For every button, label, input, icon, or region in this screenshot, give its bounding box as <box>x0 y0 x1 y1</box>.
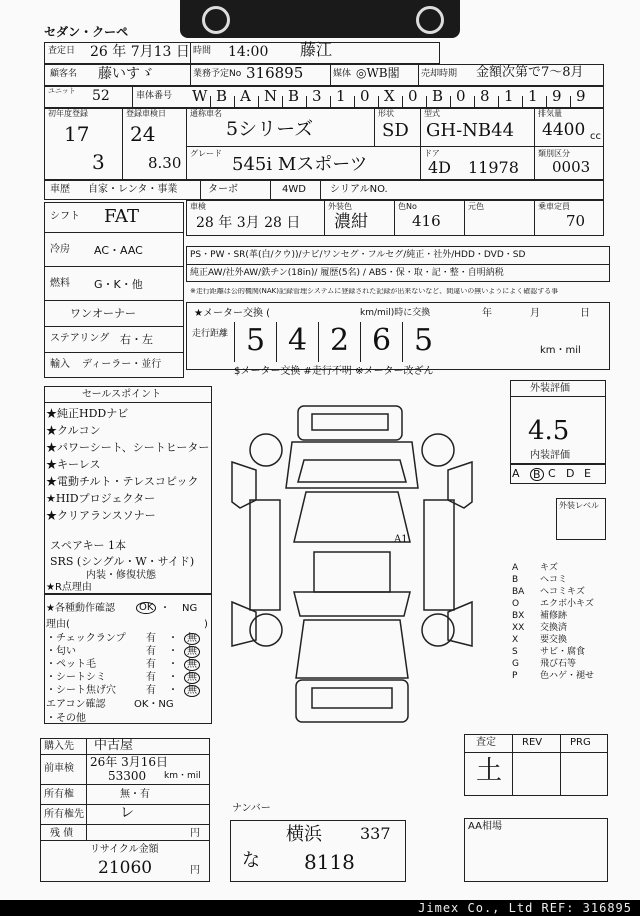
balance-label: 残 債 <box>50 828 74 839</box>
mileage-notice: ※走行距離は公的機関(NAK)記録管理システムに登録された記録が出来ないなど、間違いの無いようによく確認する事 <box>190 288 559 295</box>
odometer-divider <box>318 322 319 362</box>
distance-label: 走行距離 <box>192 329 229 339</box>
serial-label: シリアルNO. <box>330 184 388 195</box>
check-separator: ・ <box>168 672 178 683</box>
first-reg-month: 3 <box>92 150 105 174</box>
owner-value: レ <box>120 805 134 821</box>
grade-value: 545i Mスポーツ <box>232 154 368 175</box>
ops-ng: NG <box>182 603 198 614</box>
meter-year: 年 <box>482 308 492 319</box>
sales-point-item: ★純正HDDナビ <box>46 407 129 420</box>
reason-label: 理由( <box>46 619 70 630</box>
ops-label: ★各種動作確認 <box>46 603 115 614</box>
time-label: 時間 <box>193 46 212 56</box>
client-label: 顧客名 <box>50 69 78 79</box>
expiry-day: 8.30 <box>148 154 182 172</box>
chassis-char: A <box>240 87 251 105</box>
chassis-divider <box>450 96 451 108</box>
capacity-value: 70 <box>566 212 586 230</box>
legend-desc: 要交換 <box>540 635 568 645</box>
check-yes: 有 <box>146 659 156 670</box>
chassis-char: 1 <box>336 87 346 105</box>
class-label: 類別区分 <box>538 149 570 158</box>
chassis-divider <box>546 96 547 108</box>
model-name-label: 通称車名 <box>190 109 222 118</box>
check-label: ・シートシミ <box>46 672 106 683</box>
odometer-divider <box>276 322 277 362</box>
check-no: 無 <box>184 646 200 658</box>
category-label: セダン・クーペ <box>44 25 129 39</box>
type-value: GH-NB44 <box>426 120 515 141</box>
sales-point-item: ★パワーシート、シートヒーター <box>46 441 210 454</box>
check-separator: ・ <box>168 685 178 696</box>
chassis-char: B <box>432 87 444 105</box>
condition-title: 内装・修復状態 <box>86 570 156 581</box>
footer-bar <box>0 900 640 916</box>
shift-value: FAT <box>104 206 139 227</box>
sales-point-item: ★クリアランスソナー <box>46 509 156 522</box>
srs-value: SRS (シングル・W・サイド) <box>50 555 195 568</box>
check-separator: ・ <box>168 633 178 644</box>
usage-value: 自家・レンタ・事業 <box>88 184 178 195</box>
odometer-divider <box>234 322 235 362</box>
exterior-rating: 4.5 <box>528 416 570 446</box>
sale-no: 316895 <box>246 64 304 82</box>
legend-code: S <box>512 647 518 657</box>
turbo-label: ターボ <box>208 184 238 195</box>
condition-other: ・その他 <box>46 713 86 724</box>
meter-day: 日 <box>580 308 590 319</box>
legend-desc: ヘコミ <box>540 575 568 585</box>
chassis-char: 1 <box>528 87 538 105</box>
legend-code: BX <box>512 611 525 621</box>
one-owner-label: ワンオーナー <box>70 307 136 320</box>
legend-desc: 補修跡 <box>540 611 568 621</box>
spare-key: スペアキー 1本 <box>50 539 127 552</box>
interior-rating-label: 内装評価 <box>530 450 570 461</box>
chassis-char: B <box>288 87 300 105</box>
legend-code: G <box>512 659 519 669</box>
unit-label: ユニット <box>48 87 76 95</box>
chassis-char: 0 <box>408 87 418 105</box>
unit-value: 52 <box>92 88 110 104</box>
chassis-char: 8 <box>480 87 490 105</box>
import-value: ディーラー・並行 <box>82 359 162 370</box>
vehicle-inspection-label: 車検 <box>190 202 206 211</box>
plate-number: 8118 <box>304 850 355 874</box>
chassis-char: 1 <box>504 87 514 105</box>
fuel-value: G・K・他 <box>94 278 143 291</box>
chassis-divider <box>426 96 427 108</box>
prg-label: PRG <box>570 737 591 748</box>
equipment-row-1: PS・PW・SR(革(白/クウ))/ナビ/ワンセグ・フルセグ/純正・社外/HDD・DVD・SD <box>190 250 526 260</box>
sales-point-item: ★クルコン <box>46 424 101 437</box>
check-no: 無 <box>184 659 200 671</box>
odometer-digits <box>234 322 532 362</box>
recycle-label: リサイクル金額 <box>90 844 159 855</box>
assess-label: 査定 <box>476 737 496 748</box>
chassis-char: 0 <box>360 87 370 105</box>
chassis-char: X <box>384 87 395 105</box>
chassis-label: 車体番号 <box>136 91 173 101</box>
chassis-char: W <box>192 87 208 105</box>
class-no: 0003 <box>552 158 591 176</box>
cc-unit: cc <box>590 131 601 142</box>
shift-label: シフト <box>50 211 80 222</box>
legend-desc: キズ <box>540 563 558 573</box>
check-label: ・チェックランプ <box>46 633 126 644</box>
buy-label: 購入先 <box>44 741 74 752</box>
sales-points-title: セールスポイント <box>82 389 162 400</box>
odometer-digit: 5 <box>414 323 434 358</box>
steering-value: 右・左 <box>120 333 153 346</box>
ac-value: AC・AAC <box>94 244 143 257</box>
first-reg-year: 17 <box>64 122 90 146</box>
chassis-char: 9 <box>576 87 586 105</box>
sales-point-item: ★HIDプロジェクター <box>46 492 156 505</box>
vehicle-inspection: 28 年 3月 28 日 <box>196 215 301 231</box>
interior-grade: D <box>566 467 575 480</box>
check-label: ・匂い <box>46 646 76 657</box>
color-no: 416 <box>412 212 441 230</box>
legend-desc: エクボ小キズ <box>540 599 594 609</box>
chassis-divider <box>474 96 475 108</box>
plate-class: 337 <box>360 824 391 843</box>
check-no: 無 <box>184 685 200 697</box>
ownership-label: 所有権 <box>44 789 74 800</box>
ops-ok: OK <box>136 602 156 614</box>
legend-code: BA <box>512 587 525 597</box>
legend-code: B <box>512 575 519 585</box>
odometer-digit: 2 <box>330 323 350 358</box>
clipboard-clip <box>180 0 460 38</box>
interior-grade: C <box>548 467 556 480</box>
interior-grades-box <box>510 464 606 484</box>
check-no: 無 <box>184 633 200 645</box>
inspector-name: 藤江 <box>300 40 333 59</box>
chassis-divider <box>306 96 307 108</box>
chassis-divider <box>234 96 235 108</box>
color-no-label: 色No <box>398 202 417 211</box>
exterior-level-label: 外装レベル <box>559 501 599 510</box>
legend-desc: 色ハゲ・褪せ <box>540 671 595 681</box>
ownership-value: 無・有 <box>120 789 150 800</box>
chassis-divider <box>210 96 211 108</box>
fuel-label: 燃料 <box>50 278 70 289</box>
displacement-label: 排気量 <box>538 109 562 118</box>
client-name: 藤いすゞ <box>98 66 154 82</box>
damage-mark: A1 <box>394 534 408 545</box>
model-no: 11978 <box>468 158 519 177</box>
chassis-divider <box>498 96 499 108</box>
assess-value: 土 <box>476 756 503 786</box>
chassis-char: 3 <box>312 87 322 105</box>
odometer-divider <box>402 322 403 362</box>
balance-yen: 円 <box>190 828 200 839</box>
prev-inspect-label: 前車検 <box>44 763 74 774</box>
chassis-char: 9 <box>552 87 562 105</box>
odometer-divider <box>360 322 361 362</box>
check-yes: 有 <box>146 646 156 657</box>
first-reg-label: 初年度登録 <box>48 109 88 118</box>
odometer-digit: 4 <box>288 323 308 358</box>
interior-grade: E <box>584 467 591 480</box>
chassis-divider <box>522 96 523 108</box>
recycle-value: 21060 <box>98 858 153 878</box>
orig-color-label: 元色 <box>468 202 484 211</box>
color-label: 外装色 <box>328 202 352 211</box>
check-yes: 有 <box>146 672 156 683</box>
prev-km-unit: km・mil <box>164 771 201 781</box>
meter-exchange-unit: km/mil)時に交換 <box>360 308 431 318</box>
chassis-divider <box>330 96 331 108</box>
shape-label: 形状 <box>378 109 394 118</box>
check-no: 無 <box>184 672 200 684</box>
owner-label: 所有権先 <box>44 809 84 820</box>
chassis-divider <box>282 96 283 108</box>
time-value: 14:00 <box>228 44 269 60</box>
inspection-date-label: 査定日 <box>48 46 76 56</box>
check-yes: 有 <box>146 633 156 644</box>
check-label: ・ペット毛 <box>46 659 96 670</box>
legend-code: XX <box>512 623 525 633</box>
legend-desc: 飛び石等 <box>540 659 577 669</box>
chassis-divider <box>402 96 403 108</box>
plate-kana: な <box>242 850 260 871</box>
doors-label: ドア <box>424 149 440 158</box>
interior-grade: A <box>512 467 520 480</box>
aa-label: AA相場 <box>468 821 502 832</box>
type-label: 型式 <box>424 109 440 118</box>
steering-label: ステアリング <box>50 333 110 344</box>
chassis-char: B <box>216 87 228 105</box>
usage-label: 車歴 <box>50 184 70 195</box>
plate-region: 横浜 <box>286 824 322 845</box>
sale-time: 金額次第で7〜8月 <box>476 65 584 80</box>
doors-value: 4D <box>428 158 452 177</box>
media-value: ◎WB閣 <box>356 66 400 80</box>
meter-unit: km・mil <box>540 345 581 356</box>
prev-km: 53300 <box>108 769 147 783</box>
prev-inspect: 26年 3月16日 <box>90 755 168 769</box>
auction-sheet: セダン・クーペ 査定日 26 年 7月13 日 時間 14:00 藤江 顧客名 藤いすゞ 業務予定No 316895 媒体 ◎WB閣 売却時期 金額次第で7〜8月 ユニット 52 車体番号 W B A N B 3 1 0 X 0 B 0 8 1 1 9 9 初年度登録 17 3 登録車検日 24 8.30 通称車名 5シリーズ 形状 SD 型式 GH-NB44 排気量 4400 cc グレード 545i Mスポーツ ドア 4D 11978 類別区分 0003 車歴 自家・レンタ・事業 ターボ 4WD シリアルNO. シフト FAT 冷房 AC・AAC 燃料 G・K・他 ワンオーナー ステアリング 右・左 輸入 ディーラー・並行 車検 28 年 3月 28 日 外装色 濃紺 色No 416 元色 乗車定員 70 PS・PW・SR(革(白/クウ))/ナビ/ワンセグ・フルセグ/純正・社外/HDD・DVD・SD 純正AW/社外AW/鉄チン(18in)/ 履歴(5名) / ABS・保・取・記・整・自明納税 ※走行距離は公的機関(NAK)記録管理システムに登録された記録が出来ないなど、間違いの無いようによく確認する事 ★メーター交換 ( km/mil)時に交換 年 月 日 走行距離 5 4 2 6 5 km・mil $メーター交換 #走行不明 ※メーター改ざん セールスポイント ★純正HDDナビ ★クルコン ★パワーシート、シートヒーター ★キーレス ★電動チルト・テレスコピック ★HIDプロジェクター ★クリアランスソナー スペアキー 1本 SRS (シングル・W・サイド) 内装・修復状態 ★R点理由 ★各種動作確認 OK ・ NG 理由( ) ・チェックランプ 有 ・ 無 ・匂い 有 ・ 無 ・ペット毛 有 ・ 無 ・シートシミ 有 ・ 無 ・シート焦げ穴 有 ・ 無 エアコン確認 OK・NG ・その他 A1 外装評価 4.5 内装評価 A B C D E 外装レベル A キズ B ヘコミ BA ヘコミキズ O エクボ小キズ BX 補修跡 XX 交換済 X 要交換 S サビ・腐食 G 飛び石等 P 色ハゲ・褪せ 購入先 中古屋 前車検 26年 3月16日 53300 km・mil 所有権 無・有 所有権先 レ 残 債 円 リサイクル金額 21060 円 ナンバー 横浜 337 な 8118 査定 REV PRG 土 AA相場 Jimex Co., Ltd REF: 316895 <box>0 0 640 916</box>
displacement-value: 4400 <box>542 120 586 140</box>
chassis-char: 0 <box>456 87 466 105</box>
r-reason: ★R点理由 <box>46 582 92 593</box>
rev-label: REV <box>522 737 543 748</box>
fourwd-label: 4WD <box>282 184 306 195</box>
grade-label: グレード <box>190 149 222 158</box>
clip-hole-icon <box>202 6 230 34</box>
sale-time-label: 売却時期 <box>421 69 458 79</box>
expiry-label: 登録車検日 <box>126 109 166 118</box>
odometer-digit: 5 <box>246 323 266 358</box>
chassis-divider <box>378 96 379 108</box>
check-label: ・シート焦げ穴 <box>46 685 116 696</box>
chassis-number <box>186 86 604 108</box>
legend-desc: ヘコミキズ <box>540 587 585 597</box>
number-label: ナンバー <box>232 803 271 814</box>
inspection-date: 26 年 7月13 日 <box>90 44 190 60</box>
meter-exchange-label: ★メーター交換 ( <box>194 308 271 319</box>
legend-code: A <box>512 563 519 573</box>
meter-notes: $メーター交換 #走行不明 ※メーター改ざん <box>234 366 434 377</box>
legend-code: O <box>512 599 520 609</box>
chassis-char: N <box>264 87 278 105</box>
legend-desc: 交換済 <box>540 623 568 633</box>
sale-no-label: 業務予定No <box>193 69 242 79</box>
recycle-yen: 円 <box>190 865 200 876</box>
footer-ref: Jimex Co., Ltd REF: 316895 <box>418 901 632 915</box>
check-yes: 有 <box>146 685 156 696</box>
interior-grade: B <box>530 468 544 481</box>
sales-point-item: ★キーレス <box>46 458 101 471</box>
clip-hole-icon <box>416 6 444 34</box>
sales-point-item: ★電動チルト・テレスコピック <box>46 475 199 488</box>
check-separator: ・ <box>168 646 178 657</box>
car-diagram <box>222 402 482 732</box>
exterior-rating-label: 外装評価 <box>530 383 570 394</box>
capacity-label: 乗車定員 <box>538 202 570 211</box>
odometer-digit: 6 <box>372 323 392 358</box>
media-label: 媒体 <box>333 69 352 79</box>
check-separator: ・ <box>168 659 178 670</box>
chassis-divider <box>570 96 571 108</box>
aircon-value: OK・NG <box>134 699 174 710</box>
legend-desc: サビ・腐食 <box>540 647 586 657</box>
legend-code: P <box>512 671 518 681</box>
legend-code: X <box>512 635 519 645</box>
buy-value: 中古屋 <box>94 738 134 753</box>
color-value: 濃紺 <box>334 212 368 232</box>
shape-value: SD <box>382 120 409 141</box>
chassis-divider <box>354 96 355 108</box>
equipment-row-2: 純正AW/社外AW/鉄チン(18in)/ 履歴(5名) / ABS・保・取・記・整・自明納税 <box>190 268 504 278</box>
chassis-divider <box>258 96 259 108</box>
meter-month: 月 <box>530 308 540 319</box>
aircon-label: エアコン確認 <box>46 699 106 710</box>
expiry-year: 24 <box>130 122 156 146</box>
model-name: 5シリーズ <box>226 118 314 140</box>
ac-label: 冷房 <box>50 244 70 255</box>
import-label: 輸入 <box>50 359 70 370</box>
